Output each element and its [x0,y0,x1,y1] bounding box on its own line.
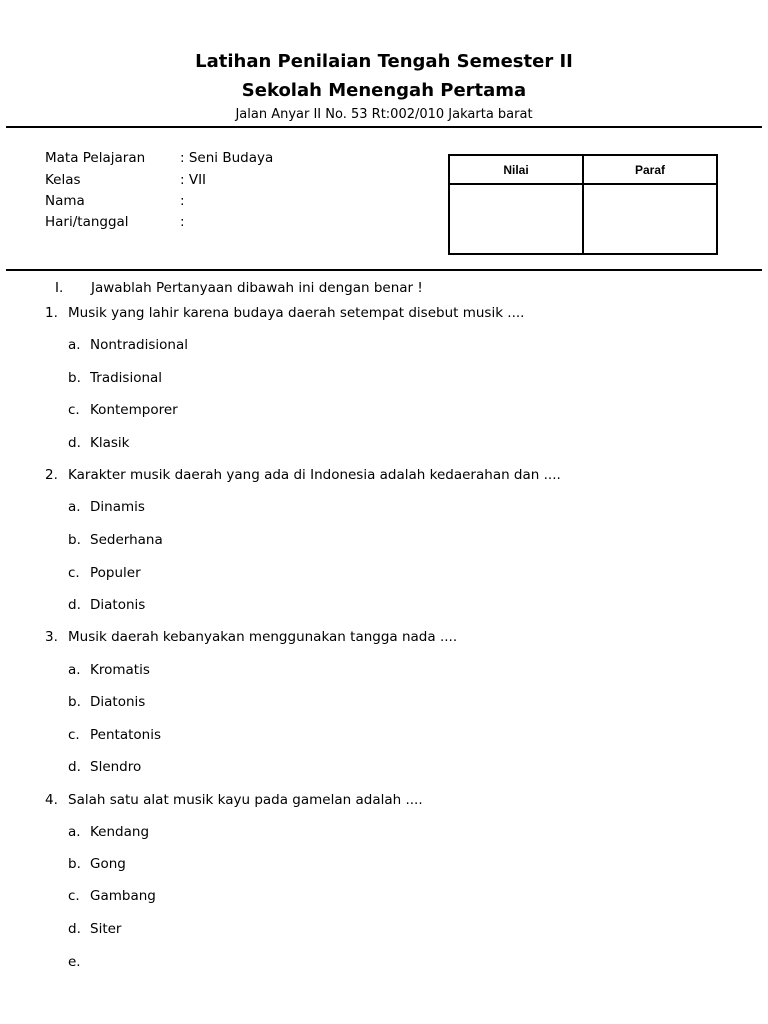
option-letter: c. [68,727,80,743]
grade-table [448,154,718,255]
option-text[interactable]: Pentatonis [90,727,161,743]
info-label-date: Hari/tanggal [45,214,129,230]
option-letter: c. [68,565,80,581]
option-letter: c. [68,888,80,904]
option-text[interactable]: Nontradisional [90,337,188,353]
section-number: I. [55,280,64,296]
option-letter: a. [68,824,81,840]
option-letter: d. [68,759,81,775]
option-text[interactable]: Kendang [90,824,150,840]
question-number: 2. [45,467,58,483]
option-text[interactable]: Kontemporer [90,402,178,418]
option-text[interactable]: Siter [90,921,122,937]
school-name: Sekolah Menengah Pertama [241,80,527,101]
option-letter: a. [68,662,81,678]
info-value-date[interactable]: : [180,214,185,230]
option-text[interactable]: Kromatis [90,662,150,678]
section-instruction: Jawablah Pertanyaan dibawah ini dengan benar ! [91,280,423,296]
option-letter: b. [68,532,81,548]
option-text[interactable]: Dinamis [90,499,145,515]
option-text[interactable]: Diatonis [90,597,146,613]
grade-cell-paraf[interactable] [583,184,717,254]
info-divider [6,269,762,271]
question-text: Salah satu alat musik kayu pada gamelan adalah .... [68,792,423,808]
document-title: Latihan Penilaian Tengah Semester II [195,51,573,72]
header-divider [6,126,762,128]
option-letter: d. [68,435,81,451]
question-text: Karakter musik daerah yang ada di Indonesia adalah kedaerahan dan .... [68,467,561,483]
option-letter: b. [68,370,81,386]
option-text[interactable]: Gong [90,856,126,872]
option-text[interactable]: Klasik [90,435,130,451]
option-letter: a. [68,499,81,515]
option-text[interactable]: Tradisional [90,370,163,386]
question-number: 4. [45,792,58,808]
option-text[interactable]: Gambang [90,888,156,904]
grade-cell-nilai[interactable] [449,184,583,254]
question-text: Musik yang lahir karena budaya daerah setempat disebut musik .... [68,305,525,321]
question-text: Musik daerah kebanyakan menggunakan tangga nada .... [68,629,458,645]
info-value-class: : VII [180,172,207,188]
option-text[interactable]: Diatonis [90,694,146,710]
option-text[interactable]: Populer [90,565,141,581]
question-number: 1. [45,305,58,321]
info-label-name: Nama [45,193,85,209]
info-value-subject: : Seni Budaya [180,150,274,166]
question-number: 3. [45,629,58,645]
option-text[interactable]: Sederhana [90,532,163,548]
option-letter: b. [68,856,81,872]
grade-header-nilai: Nilai [449,155,583,184]
info-label-subject: Mata Pelajaran [45,150,146,166]
option-letter: a. [68,337,81,353]
option-text[interactable]: Slendro [90,759,142,775]
school-address: Jalan Anyar II No. 53 Rt:002/010 Jakarta barat [235,107,533,122]
info-label-class: Kelas [45,172,81,188]
option-letter: c. [68,402,80,418]
info-value-name[interactable]: : [180,193,185,209]
option-letter: d. [68,597,81,613]
option-letter: e. [68,954,81,970]
option-letter: b. [68,694,81,710]
grade-header-paraf: Paraf [583,155,717,184]
option-letter: d. [68,921,81,937]
